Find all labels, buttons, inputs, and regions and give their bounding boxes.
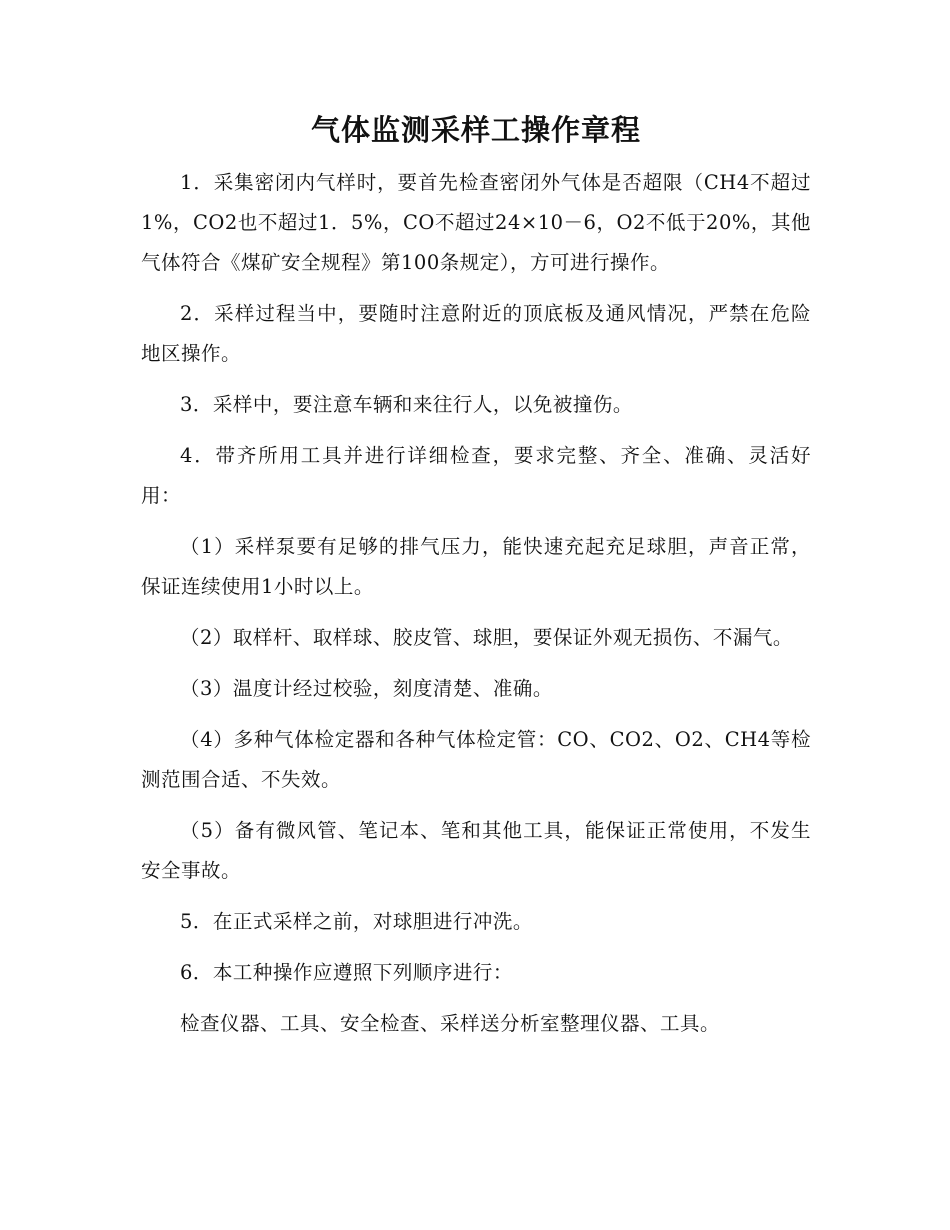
paragraph-4-3: （3）温度计经过校验，刻度清楚、准确。	[180, 677, 553, 700]
paragraph-3: 3．采样中，要注意车辆和来往行人，以免被撞伤。	[180, 393, 633, 416]
paragraph-4-5: （5）备有微风管、笔记本、笔和其他工具，能保证正常使用，不发生安全事故。	[141, 819, 811, 882]
document-page	[141, 108, 811, 1055]
paragraph-1: 1．采集密闭内气样时，要首先检查密闭外气体是否超限（CH4不超过1%，CO2也不超过1．5%，CO不超过24×10－6，O2不低于20%，其他气体符合《煤矿安全规程》第100条规定），方可进行操作。	[141, 171, 811, 274]
paragraph-4-4: （4）多种气体检定器和各种气体检定管：CO、CO2、O2、CH4等检测范围合适、不失效。	[141, 728, 811, 791]
paragraph-2: 2．采样过程当中，要随时注意附近的顶底板及通风情况，严禁在危险地区操作。	[141, 302, 811, 365]
paragraph-6: 6．本工种操作应遵照下列顺序进行：	[180, 961, 513, 984]
paragraph-4-2: （2）取样杆、取样球、胶皮管、球胆，要保证外观无损伤、不漏气。	[180, 626, 793, 649]
paragraph-4-1: （1）采样泵要有足够的排气压力，能快速充起充足球胆，声音正常，保证连续使用1小时以上。	[141, 535, 811, 598]
paragraph-5: 5．在正式采样之前，对球胆进行冲洗。	[180, 910, 533, 933]
document-title: 气体监测采样工操作章程	[310, 113, 641, 147]
paragraph-6-sequence: 检查仪器、工具、安全检查、采样送分析室整理仪器、工具。	[180, 1012, 721, 1035]
paragraph-4: 4．带齐所用工具并进行详细检查，要求完整、齐全、准确、灵活好用：	[141, 444, 811, 507]
